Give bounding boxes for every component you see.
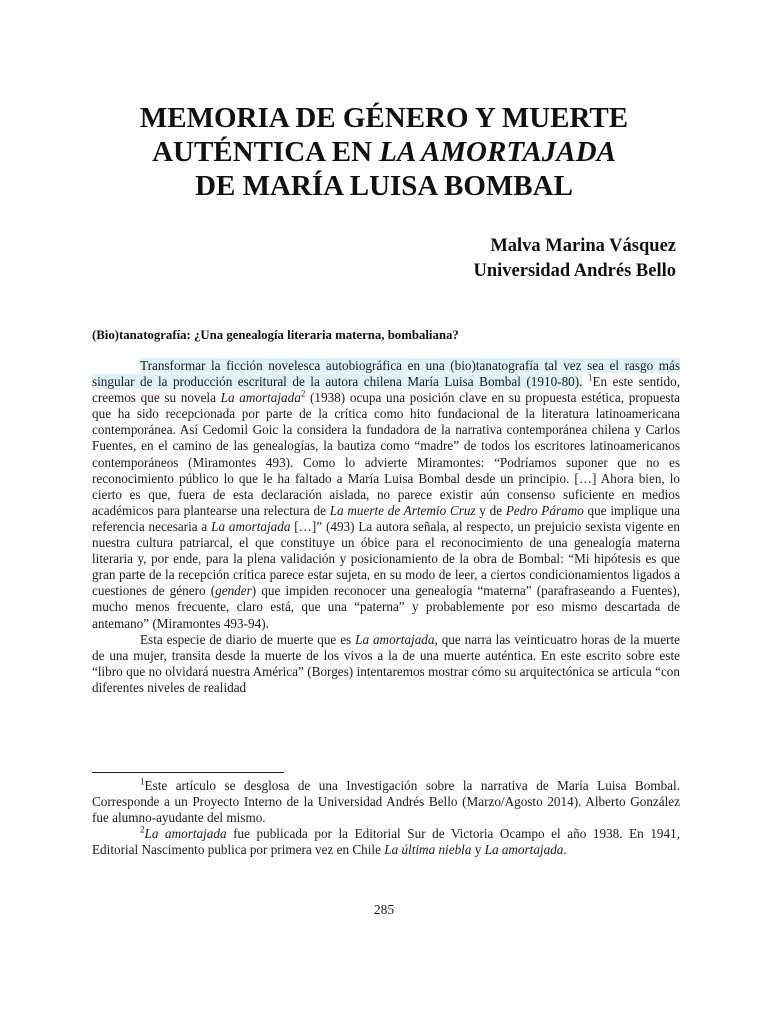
- footnote-divider: [92, 772, 284, 773]
- p1-s6: ) que impiden reconocer una genealogía “materna” (parafraseando a Fuentes), mucho menos frecuente, claro está, que una “paterna” y probablemente por eso mismo descartada de antemano” (Miramontes 493-94).: [92, 583, 680, 631]
- footnote-1-text: Este artículo se desglosa de una Investigación sobre la narrativa de María Luisa Bombal. Corresponde a un Proyecto Interno de la Universidad Andrés Bello (Marzo/Agosto 2014). Alberto González fue alumno-ayudante del mismo.: [92, 778, 680, 826]
- footnote-ref-1[interactable]: 1: [587, 372, 593, 383]
- footnote-2-a: fue publicada por la Editorial Sur de Victoria Ocampo el año 1938. En 1941, Editorial Nascimento publica por primera vez en Chile: [92, 826, 680, 858]
- title-line-2-italic: LA AMORTAJADA: [379, 136, 616, 168]
- p1-s5: […]” (493) La autora señala, al respecto, un prejuicio sexista vigente en nuestra cultura patriarcal, el que constituye un óbice para el reconocimiento de una genealogía materna literaria y, por ende, para la plena validación y posicionamiento de la obra de Bombal: “Mi hipótesis es que gran parte de la recepción crítica parece estar sujeta, en su modo de leer, a ciertos condicionamientos ligados a cuestiones de género (: [92, 518, 680, 599]
- paragraph-1: [92, 358, 680, 632]
- p1-s2-italic: La muerte de Artemio Cruz: [329, 502, 476, 518]
- footnote-2-italic-3: La amortajada: [484, 842, 564, 858]
- p1-s3-italic: Pedro Páramo: [505, 502, 584, 518]
- p2-b: , que narra las veinticuatro horas de la muerte de una mujer, transita desde la muerte de los vivos a la de una muerte auténtica. En este escrito sobre este “libro que no olvidará nuestra América” (Borges) intentaremos mostrar cómo su arquitectónica se articula “con diferentes niveles de realidad: [92, 631, 680, 695]
- p1-s1: En este sentido, creemos que su novela: [92, 374, 681, 406]
- p2-a-italic: La amortajada: [355, 631, 435, 647]
- footnote-1: [92, 778, 680, 826]
- title-line-1: MEMORIA DE GÉNERO Y MUERTE: [139, 102, 629, 134]
- p1-s3: y de: [475, 502, 506, 518]
- body-text: [92, 358, 680, 696]
- footnote-2-b: y: [471, 842, 485, 858]
- article-title: [92, 101, 676, 203]
- footnote-2-italic: La amortajada: [144, 826, 227, 842]
- footnote-1-mark: 1: [140, 776, 145, 787]
- paragraph-2: [92, 632, 680, 696]
- section-heading: (Bio)tanatografía: ¿Una genealogía literaria materna, bombaliana?: [92, 328, 459, 342]
- footnote-2-italic-2: La última niebla: [384, 842, 472, 858]
- p1-s4: que implique una referencia necesaria a: [92, 502, 680, 534]
- page-number: 285: [373, 902, 395, 917]
- author-affiliation: Universidad Andrés Bello: [473, 261, 676, 281]
- footnote-2-mark: 2: [140, 824, 145, 835]
- p1-s1-italic: La amortajada: [220, 390, 301, 406]
- p1-s4-italic: La amortajada: [211, 518, 291, 534]
- footnotes: [92, 778, 680, 858]
- p1-s5-italic: gender: [215, 583, 252, 599]
- title-line-2-text: AUTÉNTICA EN: [152, 136, 380, 168]
- p1-s2: (1938) ocupa una posición clave en su propuesta estética, propuesta que ha sido recepcionada por parte de la crítica como hito fundacional de la literatura latinoamericana contemporánea. Así Cedomil Goic la considera la fundadora de la narrativa contemporánea chilena y Carlos Fuentes, en el camino de las genealogías, la bautiza como “madre” de todos los escritores latinoamericanos contemporáneos (Miramontes 493). Como lo advierte Miramontes: “Podríamos suponer que no es reconocimiento público lo que le ha faltado a María Luisa Bombal desde un principio. […] Ahora bien, lo cierto es que, fuera de esta declaración aislada, no parece existir aún consenso suficiente en medios académicos para plantearse una relectura de: [92, 390, 680, 518]
- author-block: [474, 234, 677, 284]
- title-line-3: DE MARÍA LUISA BOMBAL: [195, 170, 573, 202]
- highlighted-text[interactable]: Transformar la ficción novelesca autobiográfica en una (bio)tanatografía tal vez sea el rasgo más singular de la producción escritural de la autora chilena María Luisa Bombal (1910-80).: [92, 358, 680, 390]
- title-line-2: [92, 135, 676, 169]
- footnote-2: [92, 826, 680, 858]
- p2-a: Esta especie de diario de muerte que es: [140, 631, 356, 647]
- footnote-ref-2[interactable]: 2: [300, 388, 306, 399]
- footnote-2-c: .: [563, 842, 567, 858]
- author-name: Malva Marina Vásquez: [490, 236, 676, 256]
